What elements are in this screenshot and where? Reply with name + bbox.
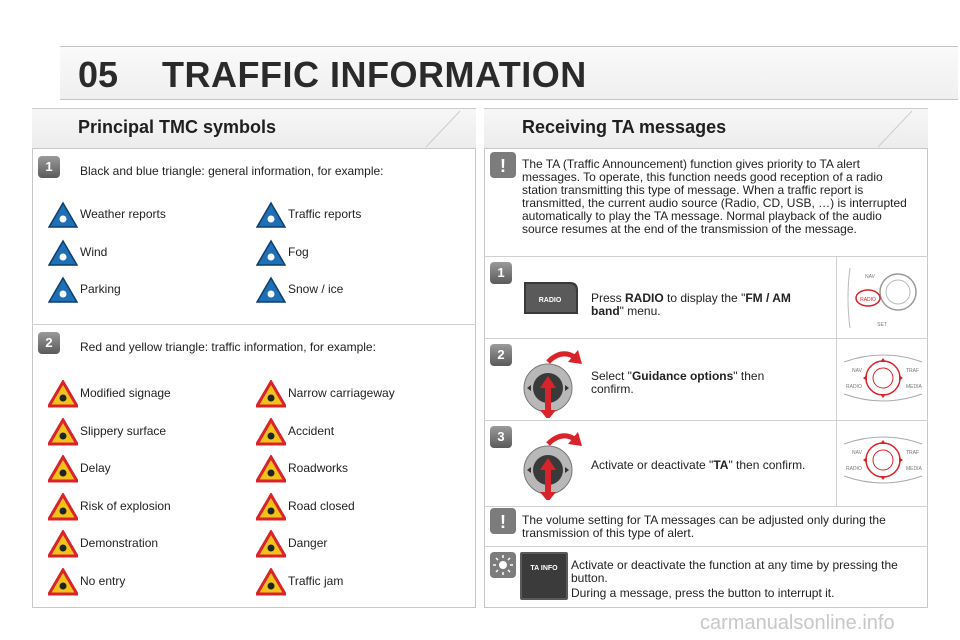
symbol-label: Delay — [80, 461, 111, 475]
roadworks-icon — [256, 455, 286, 483]
knob-svg — [518, 426, 582, 500]
left-section-title: Principal TMC symbols — [78, 117, 277, 137]
symbol-label: No entry — [80, 573, 126, 588]
step1-bold-band: FM / AM band — [591, 291, 791, 318]
step1-bold-radio: RADIO — [625, 291, 664, 305]
fog-icon — [256, 239, 286, 267]
no-entry-icon — [48, 568, 78, 596]
rotary-knob-image — [518, 344, 582, 423]
weather-icon — [48, 201, 78, 229]
step2-instruction — [591, 370, 791, 396]
symbol-label: Narrow carriageway — [288, 386, 395, 400]
symbol-label: Modified signage — [80, 386, 171, 400]
right-section-header — [484, 108, 928, 148]
svg-text:NAV: NAV — [852, 450, 862, 456]
demonstration-icon — [48, 530, 78, 558]
step3-bold-ta: TA — [713, 458, 729, 472]
snowflake-icon — [256, 276, 286, 304]
step3-instruction — [591, 459, 831, 472]
control-panel-knob-image — [842, 430, 924, 495]
section-header-slash — [416, 109, 476, 149]
right-section-title: Receiving TA messages — [522, 117, 727, 137]
panel-nav-label: NAV — [865, 274, 875, 280]
symbol-label: Traffic reports — [288, 207, 362, 221]
tip-sun-icon — [490, 552, 516, 578]
radio-button-label: RADIO — [538, 297, 562, 304]
general-info-intro: Black and blue triangle: general information, for example: — [80, 164, 384, 178]
warning-icon — [490, 152, 518, 178]
symbol-label: Parking — [80, 282, 121, 296]
delay-icon — [48, 455, 78, 483]
right-vertical-divider — [836, 256, 837, 506]
page-title: TRAFFIC INFORMATION — [162, 54, 587, 95]
panel-set-label: SET — [877, 322, 887, 328]
symbol-label: Accident — [288, 423, 335, 438]
right-divider-3 — [484, 420, 928, 421]
ta-function-description: The TA (Traffic Announcement) function gives priority to TA alert messages. To operate, this function needs good reception of a radio station transmitting this type of message. When a traffic report is transmitted, the current audio source (Radio, CD, USB, …) is interrupted automatically to play the TA message. Normal playback of the audio source resumes at the end of the transmission of the message. — [522, 157, 907, 236]
road-closed-icon — [256, 493, 286, 521]
symbol-label: Road closed — [288, 498, 355, 513]
narrow-road-icon — [256, 380, 286, 408]
step1-text-a: Press — [591, 291, 626, 305]
svg-text:MEDIA: MEDIA — [906, 384, 922, 390]
parking-icon — [48, 276, 78, 304]
chapter-number: 05 — [78, 54, 119, 95]
explosion-icon — [48, 493, 78, 521]
control-panel-knob-image — [842, 348, 924, 413]
step1-instruction — [591, 292, 821, 318]
svg-text:TRAF: TRAF — [906, 450, 920, 456]
svg-text:MEDIA: MEDIA — [906, 466, 922, 472]
symbol-label: Weather reports — [80, 207, 166, 221]
step-badge-2-right: 2 — [490, 344, 512, 366]
slippery-icon — [48, 418, 78, 446]
signal-icon — [48, 380, 78, 408]
danger-icon — [256, 530, 286, 558]
svg-text:TRAF: TRAF — [906, 368, 920, 374]
page-header — [30, 46, 958, 100]
traffic-jam-icon — [256, 568, 286, 596]
svg-text:NAV: NAV — [852, 368, 862, 374]
left-divider — [32, 324, 476, 325]
section-header-slash — [868, 109, 928, 149]
traffic-info-intro: Red and yellow triangle: traffic information, for example: — [80, 340, 376, 354]
symbol-label: Traffic jam — [288, 573, 344, 588]
accident-icon — [256, 418, 286, 446]
info-icon — [256, 201, 286, 229]
step-badge-1-right: 1 — [490, 262, 512, 284]
ta-info-button-image — [520, 552, 568, 600]
watermark: carmanualsonline.info — [700, 612, 895, 634]
right-divider-1 — [484, 256, 928, 257]
panel-svg — [842, 430, 924, 490]
step-badge-2: 2 — [38, 332, 60, 354]
svg-text:RADIO: RADIO — [846, 466, 862, 472]
svg-text:!: ! — [500, 156, 506, 176]
symbol-label: Fog — [288, 244, 309, 259]
symbol-label: Risk of explosion — [80, 498, 171, 513]
step3-text-b: " then confirm. — [728, 458, 806, 472]
step1-text-b: to display the " — [663, 291, 746, 305]
volume-note: The volume setting for TA messages can be adjusted only during the transmission of this type of alert. — [522, 513, 886, 540]
ta-info-button-label: TA INFO — [530, 565, 558, 572]
symbol-label: Wind — [80, 244, 108, 259]
radio-button-image — [520, 278, 580, 318]
tip-line-1: Activate or deactivate the function at any time by pressing the button. — [571, 558, 898, 585]
knob-svg — [518, 344, 582, 418]
right-divider-5 — [484, 546, 928, 547]
step-badge-3-right: 3 — [490, 426, 512, 448]
symbol-label: Danger — [288, 536, 328, 550]
wind-icon — [48, 239, 78, 267]
symbol-label: Snow / ice — [288, 282, 344, 296]
svg-text:RADIO: RADIO — [846, 384, 862, 390]
symbol-label: Demonstration — [80, 536, 159, 550]
step2-text-b: " then confirm. — [591, 369, 765, 396]
right-divider-2 — [484, 338, 928, 339]
step2-bold-guidance: Guidance options — [631, 369, 734, 383]
symbol-label: Roadworks — [288, 461, 349, 475]
svg-text:!: ! — [500, 512, 506, 532]
step3-text-a: Activate or deactivate " — [591, 458, 714, 472]
panel-svg — [842, 348, 924, 408]
right-divider-4 — [484, 506, 928, 507]
step2-text-a: Select " — [591, 369, 632, 383]
control-panel-radio-image — [842, 266, 922, 330]
panel-radio-label: RADIO — [860, 297, 876, 303]
left-section-header — [32, 108, 476, 148]
step1-text-c: " menu. — [619, 304, 661, 318]
step-badge-1: 1 — [38, 156, 60, 178]
tip-line-2: During a message, press the button to interrupt it. — [571, 586, 835, 600]
rotary-knob-image — [518, 426, 582, 505]
symbol-label: Slippery surface — [80, 423, 167, 438]
warning-icon — [490, 508, 518, 534]
